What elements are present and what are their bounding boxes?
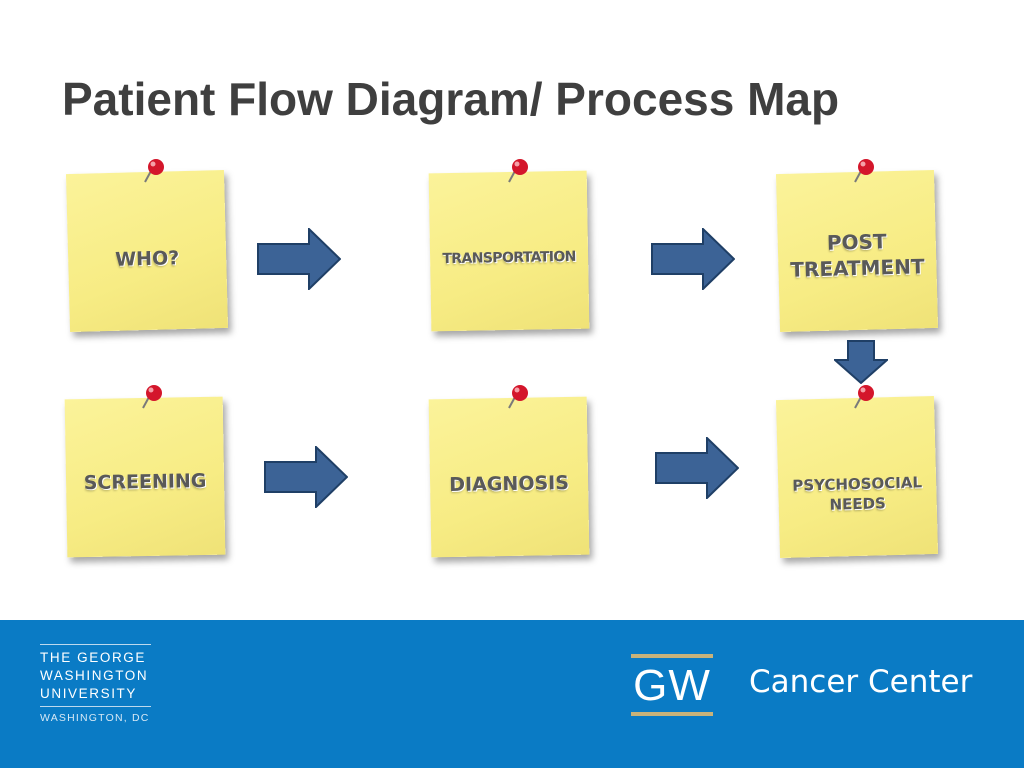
pushpin-icon [506, 158, 532, 186]
pushpin-icon [852, 158, 878, 186]
right-arrow-icon [257, 228, 341, 290]
note-psychosocial-line2: NEEDS [829, 494, 887, 514]
gw-logo: GW [633, 661, 711, 710]
right-arrow-icon [651, 228, 735, 290]
note-post-treatment [776, 170, 938, 332]
note-diagnosis [429, 397, 590, 558]
slide-title: Patient Flow Diagram/ Process Map [62, 73, 840, 125]
note-transportation-label: TRANSPORTATION [442, 248, 576, 268]
note-psychosocial-needs [776, 396, 938, 558]
note-psychosocial-line1: PSYCHOSOCIAL [792, 473, 923, 495]
cancer-center-name: Cancer Center [749, 664, 973, 700]
footer-bar [0, 620, 1024, 768]
note-who-label: WHO? [114, 247, 180, 271]
note-transportation [429, 171, 590, 332]
gwu-bottom-rule [40, 706, 151, 707]
note-post-treatment-line2: TREATMENT [790, 254, 925, 282]
gwu-top-rule [40, 644, 151, 645]
gwu-location: WASHINGTON, DC [40, 712, 150, 724]
pushpin-icon [140, 384, 166, 412]
gwu-name-line3: UNIVERSITY [40, 686, 138, 701]
gw-logo-bottom-rule [631, 712, 713, 716]
note-post-treatment-line1: POST [826, 229, 887, 255]
pushpin-icon [852, 384, 878, 412]
right-arrow-icon [264, 446, 348, 508]
gw-logo-top-rule [631, 654, 713, 658]
note-who [66, 170, 228, 332]
note-screening-label: SCREENING [83, 469, 207, 495]
right-arrow-icon [655, 437, 739, 499]
note-diagnosis-label: DIAGNOSIS [449, 471, 570, 497]
gwu-name-line2: WASHINGTON [40, 668, 149, 683]
pushpin-icon [142, 158, 168, 186]
gwu-name-line1: THE GEORGE [40, 650, 147, 665]
down-arrow-icon [834, 340, 888, 384]
note-screening [65, 397, 226, 558]
pushpin-icon [506, 384, 532, 412]
